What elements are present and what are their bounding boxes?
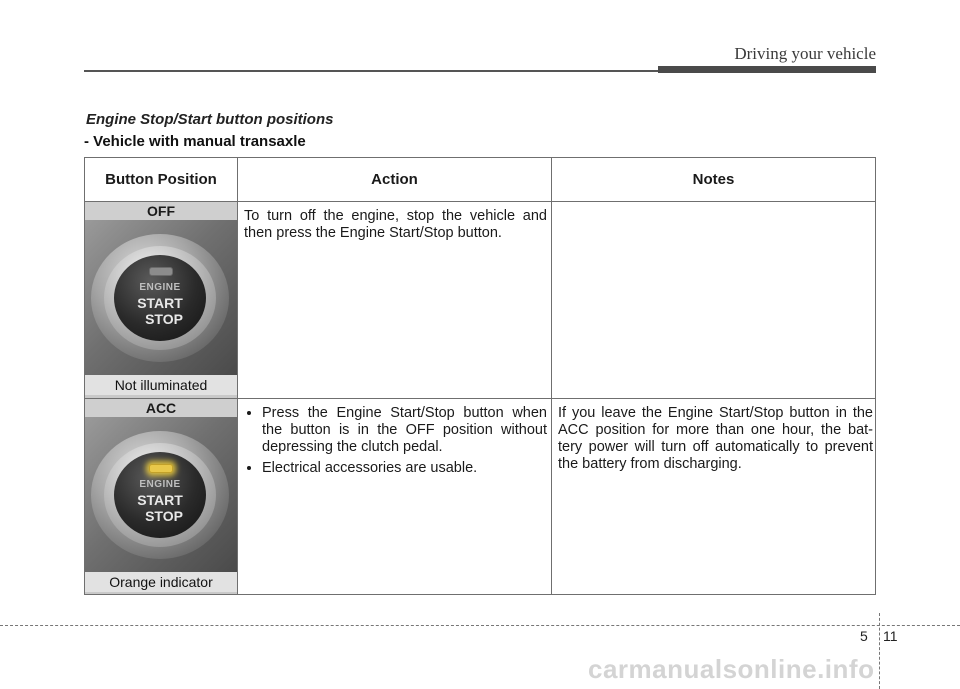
button-bezel [91, 234, 229, 362]
section-subtitle: - Vehicle with manual transaxle [84, 133, 306, 150]
header-notes: Notes [552, 158, 876, 202]
footer-rule [0, 625, 960, 626]
engine-start-stop-button-icon [114, 452, 206, 538]
button-image-acc [85, 417, 237, 572]
positions-table [84, 157, 876, 595]
notes-cell: If you leave the Engine Start/Stop button in the ACC position for more than one hour, the bat-tery power will turn off automatically to prevent the battery from discharging. [552, 398, 876, 595]
notes-cell [552, 202, 876, 399]
button-image-off [85, 220, 237, 375]
position-label: OFF [85, 202, 237, 220]
section-title: Engine Stop/Start button positions [86, 111, 334, 128]
indicator-light-off-icon [149, 267, 173, 276]
footer-divider [879, 613, 880, 689]
position-label: ACC [85, 399, 237, 417]
position-caption: Not illuminated [85, 375, 237, 395]
position-cell [85, 202, 238, 399]
table-row [85, 202, 876, 399]
button-stop-text: STOP [145, 507, 183, 524]
header-rule-accent [658, 66, 876, 73]
indicator-light-orange-icon [149, 464, 173, 473]
button-bezel [91, 431, 229, 559]
action-bullet-list [244, 405, 547, 477]
engine-start-stop-button-icon [114, 255, 206, 341]
header-rule [84, 70, 662, 72]
action-cell [238, 398, 552, 595]
table-header-row [85, 158, 876, 202]
button-start-text: START [137, 295, 183, 311]
watermark: carmanualsonline.info [588, 654, 875, 684]
button-start-text: START [137, 491, 183, 508]
action-bullet: • Electrical accessories are usable. [262, 460, 547, 477]
position-cell [85, 398, 238, 595]
header-button-position: Button Position [85, 158, 238, 202]
action-bullet: • Press the Engine Start/Stop button when the button is in the OFF position without depressing the clutch pedal. [262, 405, 547, 456]
action-cell: To turn off the engine, stop the vehicle and then press the Engine Start/Stop button. [238, 202, 552, 399]
header-title: Driving your vehicle [734, 44, 876, 63]
page-number: 11 [883, 628, 898, 644]
chapter-number: 5 [860, 628, 868, 644]
button-stop-text: STOP [145, 311, 183, 327]
position-caption: Orange indicator [85, 572, 237, 592]
button-engine-text: ENGINE [139, 282, 181, 293]
header-action: Action [238, 158, 552, 202]
button-engine-text: ENGINE [139, 478, 181, 490]
table-row [85, 398, 876, 595]
